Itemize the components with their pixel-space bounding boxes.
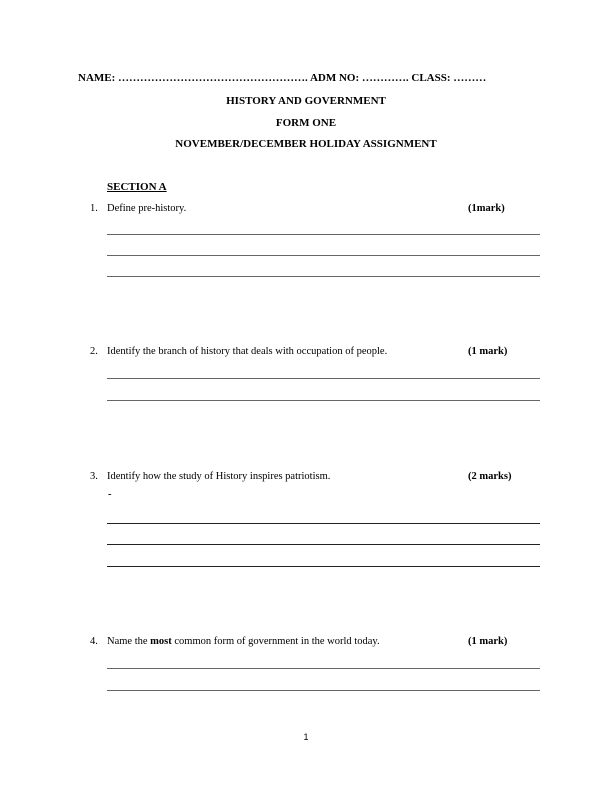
question-3-text: Identify how the study of History inspires patriotism. — [107, 471, 331, 482]
answer-line[interactable] — [107, 690, 540, 691]
question-2-marks: (1 mark) — [468, 346, 508, 357]
question-1-text: Define pre-history. — [107, 203, 187, 214]
question-4-text-emphasis: most — [150, 636, 172, 647]
question-1-number: 1. — [90, 203, 98, 214]
class-label: CLASS: — [411, 72, 451, 84]
answer-line[interactable] — [107, 566, 540, 567]
answer-line[interactable] — [107, 276, 540, 277]
answer-line[interactable] — [107, 378, 540, 379]
answer-line[interactable] — [107, 668, 540, 669]
answer-line[interactable] — [107, 255, 540, 256]
answer-line[interactable] — [107, 400, 540, 401]
question-3-dash: - — [108, 489, 112, 500]
assignment-title: NOVEMBER/DECEMBER HOLIDAY ASSIGNMENT — [175, 138, 437, 150]
question-4-marks: (1 mark) — [468, 636, 508, 647]
question-4-text-after: common form of government in the world today. — [171, 636, 380, 647]
question-4-text — [107, 636, 380, 647]
page-number: 1 — [303, 732, 309, 742]
class-blank[interactable]: ……… — [453, 72, 487, 84]
name-label: NAME: — [78, 72, 116, 84]
adm-blank[interactable]: …………. — [361, 72, 409, 84]
question-1-marks: (1mark) — [468, 203, 505, 214]
answer-line[interactable] — [107, 544, 540, 545]
question-4-text-before: Name the — [107, 636, 151, 647]
name-blank[interactable]: ……………………………………………. — [118, 72, 308, 84]
form-title: FORM ONE — [275, 117, 337, 129]
answer-line[interactable] — [107, 523, 540, 524]
question-3-number: 3. — [90, 471, 98, 482]
section-heading: SECTION A — [107, 181, 167, 193]
subject-title: HISTORY AND GOVERNMENT — [226, 95, 386, 107]
adm-label: ADM NO: — [309, 72, 360, 84]
question-2-number: 2. — [90, 346, 98, 357]
answer-line[interactable] — [107, 234, 540, 235]
question-4-number: 4. — [90, 636, 98, 647]
question-3-marks: (2 marks) — [468, 471, 512, 482]
student-details-line — [78, 72, 486, 84]
question-2-text: Identify the branch of history that deals with occupation of people. — [107, 346, 388, 357]
